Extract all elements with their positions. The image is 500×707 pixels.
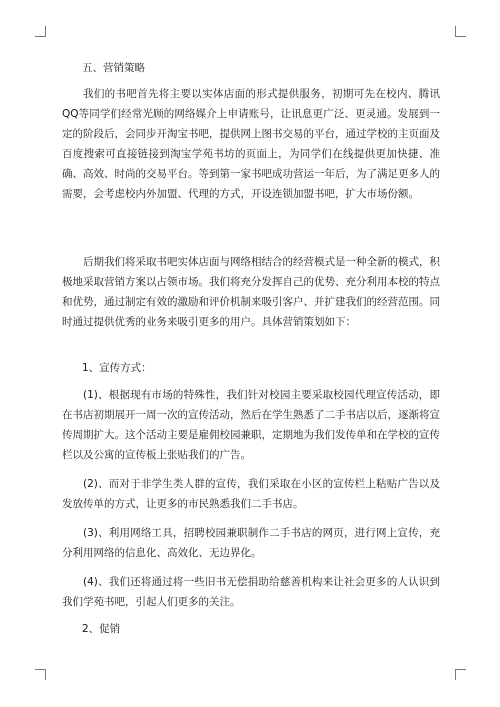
list-item-non-student: (2)、而对于非学生类人群的宣传，我们采取在小区的宣传栏上粘贴广告以及发放传单的方式，让更多的市民熟悉我们二手书店。 [62,478,440,510]
paragraph-strategy-later: 后期我们将采取书吧实体店面与网络相结合的经营模式是一种全新的模式，积极地采取营销方案以占领市场。我们将充分发挥自己的优势、充分利用本校的特点和优势，通过制定有效的激励和评价机制来吸引客户、并扩建我们的经营范围。同时通过提供优秀的业务来吸引更多的用户。具体营销策划如下： [62,256,440,328]
list-item-charity: (4)、我们还将通过将一些旧书无偿捐助给慈善机构来让社会更多的人认识到我们学苑书吧，引起人们更多的关注。 [62,576,440,608]
list-item-campus-agent: (1)、根据现有市场的特殊性，我们针对校园主要采取校园代理宣传活动，即在书店初期展开一周一次的宣传活动，然后在学生熟悉了二手书店以后，逐渐将宣传周期扩大。这个活动主要是雇佣校园兼职，定期地为我们发传单和在学校的宣传栏以及公寓的宣传板上张贴我们的广告。 [62,389,440,461]
document-body [62,60,440,646]
subsection-heading-sales-promotion: 2、促销 [82,623,121,635]
paragraph-strategy-intro: 我们的书吧首先将主要以实体店面的形式提供服务，初期可先在校内、腾讯QQ等同学们经常光顾的网络媒介上申请账号，让讯息更广泛、更灵通。发展到一定的阶段后，会同步开淘宝书吧，提供网上图书交易的平台，通过学校的主页面及百度搜索可直接链接到淘宝学苑书坊的页面上，为同学们在线提供更加快捷、准确、高效、时尚的交易平台。等到第一家书吧成功营运一年后，为了满足更多人的需要，会考虑校内外加盟、代理的方式，开设连锁加盟书吧，扩大市场份额。 [62,88,440,200]
list-item-online-tools: (3)、利用网络工具，招聘校园兼职制作二手书店的网页，进行网上宣传，充分利用网络的信息化、高效化、无边界化。 [62,527,440,559]
section-heading: 五、营销策略 [82,62,145,74]
crop-mark-top-left [35,26,46,37]
crop-mark-bottom-left [35,669,46,680]
crop-mark-top-right [455,26,466,37]
subsection-heading-promotion-methods: 1、宣传方式： [82,362,152,374]
crop-mark-bottom-right [455,669,466,680]
